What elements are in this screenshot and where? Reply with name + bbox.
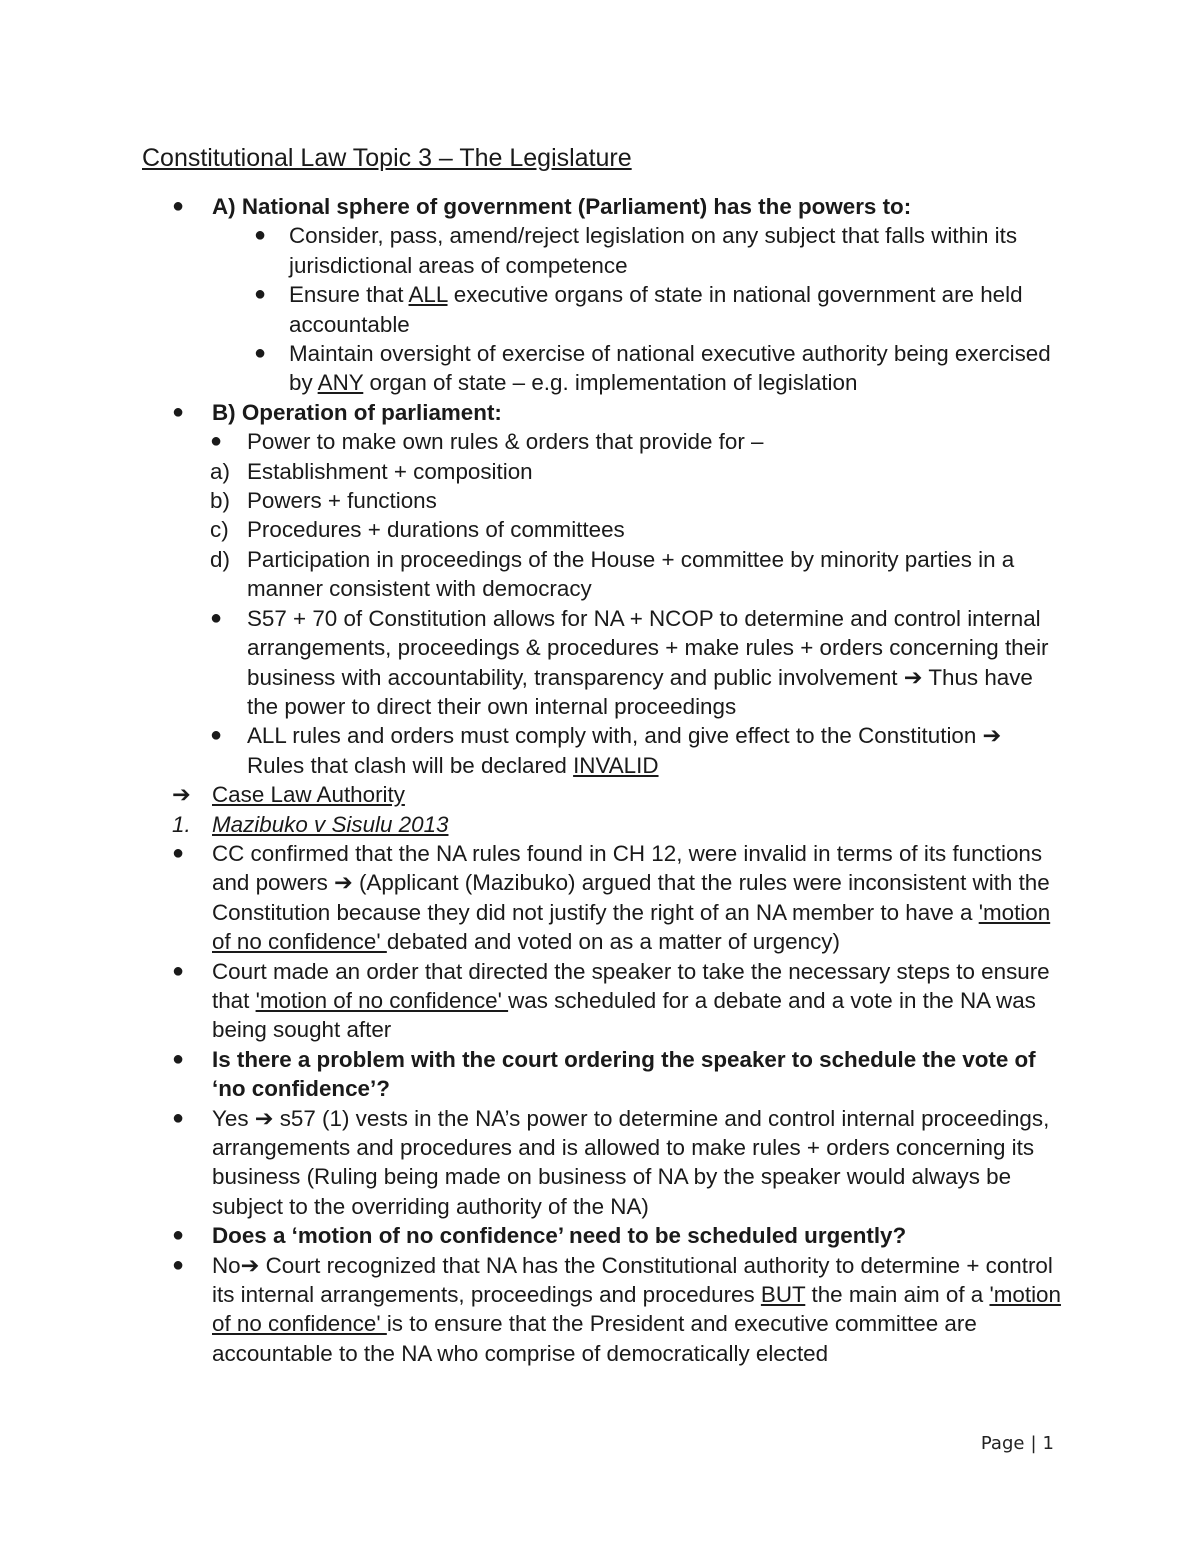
arrow-right-icon: ➔ [172, 782, 191, 808]
bullet-icon: ● [254, 283, 267, 306]
case-point-cc: ● CC confirmed that the NA rules found in CH 12, were invalid in terms of its functions and powers ➔ (Applicant (Mazibuko) argued that the rules were inconsistent with the Constitution because they did not justify the right of an NA member to have a 'motion of no confidence' debated and voted on as a matter of urgency) [172, 840, 1051, 955]
document-body [142, 140, 1062, 1368]
arrow-right-icon: ➔ [982, 723, 1002, 749]
section-b-rules: ● ALL rules and orders must comply with, and give effect to the Constitution ➔ Rules that clash will be declared INVALID [210, 723, 1002, 778]
case-point-order: ● Court made an order that directed the speaker to take the necessary steps to ensure that 'motion of no confidence' was scheduled for a debate and a vote in the NA was being sought after [172, 958, 1050, 1043]
page-footer [981, 1433, 1054, 1454]
section-a-point-3: ● Maintain oversight of exercise of national executive authority being exercised by ANY organ of state – e.g. implementation of legislation [254, 341, 1051, 396]
bullet-icon: ● [172, 841, 185, 864]
bullet-icon: ● [172, 1224, 185, 1247]
document-title: Constitutional Law Topic 3 – The Legislature [142, 144, 632, 172]
bullet-icon: ● [172, 1253, 185, 1276]
bullet-icon: ● [172, 400, 185, 423]
bullet-icon: ● [172, 1047, 185, 1070]
case-name: 1. Mazibuko v Sisulu 2013 [172, 811, 449, 837]
section-a-point-1: ● Consider, pass, amend/reject legislation on any subject that falls within its jurisdictional areas of competence [254, 223, 1018, 278]
section-a-heading: ● A) National sphere of government (Parliament) has the powers to: [142, 192, 1062, 221]
arrow-right-icon: ➔ [333, 870, 353, 896]
bullet-icon: ● [210, 724, 223, 747]
section-b-item-a: a) Establishment + composition [210, 458, 533, 484]
bullet-icon: ● [172, 1106, 185, 1129]
section-b-s57: ● S57 + 70 of Constitution allows for NA + NCOP to determine and control internal arrangements, proceedings & procedures + make rules + orders concerning their business with accountability, transparency and public involvement ➔ Thus have the power to direct their own internal proceedings [210, 605, 1049, 719]
section-b-item-c: c) Procedures + durations of committees [210, 517, 625, 543]
page-number: 1 [1042, 1433, 1054, 1454]
case-law-heading: ➔ Case Law Authority [142, 780, 1062, 809]
bullet-icon: ● [210, 606, 223, 629]
bullet-icon: ● [172, 195, 185, 217]
case-answer-1: ● Yes ➔ s57 (1) vests in the NA’s power to determine and control internal proceedings, arrangements and procedures and is allowed to make rules + orders concerning its business (Ruling being made on business of NA by the speaker would always be subject to the overriding authority of the NA) [172, 1105, 1050, 1219]
section-b-intro: ● Power to make own rules & orders that provide for – [142, 427, 1062, 456]
arrow-right-icon: ➔ [903, 664, 923, 690]
page-label: Page [980, 1433, 1025, 1454]
case-question-1: ● Is there a problem with the court ordering the speaker to schedule the vote of ‘no confidence’? [172, 1046, 1036, 1102]
bullet-icon: ● [172, 959, 185, 982]
bullet-icon: ● [254, 224, 267, 247]
case-answer-2: ● No➔ Court recognized that NA has the Constitutional authority to determine + control its internal arrangements, proceedings and procedures BUT the main aim of a 'motion of no confidence' is to ensure that the President and executive committee are accountable to the NA who comprise of democratically elected [172, 1252, 1061, 1366]
section-b-item-d: d) Participation in proceedings of the House + committee by minority parties in a manner consistent with democracy [210, 546, 1015, 602]
arrow-right-icon: ➔ [240, 1252, 260, 1278]
case-question-2: ● Does a ‘motion of no confidence’ need to be scheduled urgently? [142, 1221, 1062, 1250]
section-b-item-b: b) Powers + functions [210, 488, 437, 514]
bullet-icon: ● [210, 430, 223, 453]
arrow-right-icon: ➔ [254, 1105, 274, 1131]
page-separator: | [1030, 1433, 1037, 1454]
bullet-icon: ● [254, 342, 267, 365]
section-a-point-2: ● Ensure that ALL executive organs of state in national government are held accountable [254, 282, 1023, 337]
section-b-heading: ● B) Operation of parliament: [142, 398, 1062, 427]
